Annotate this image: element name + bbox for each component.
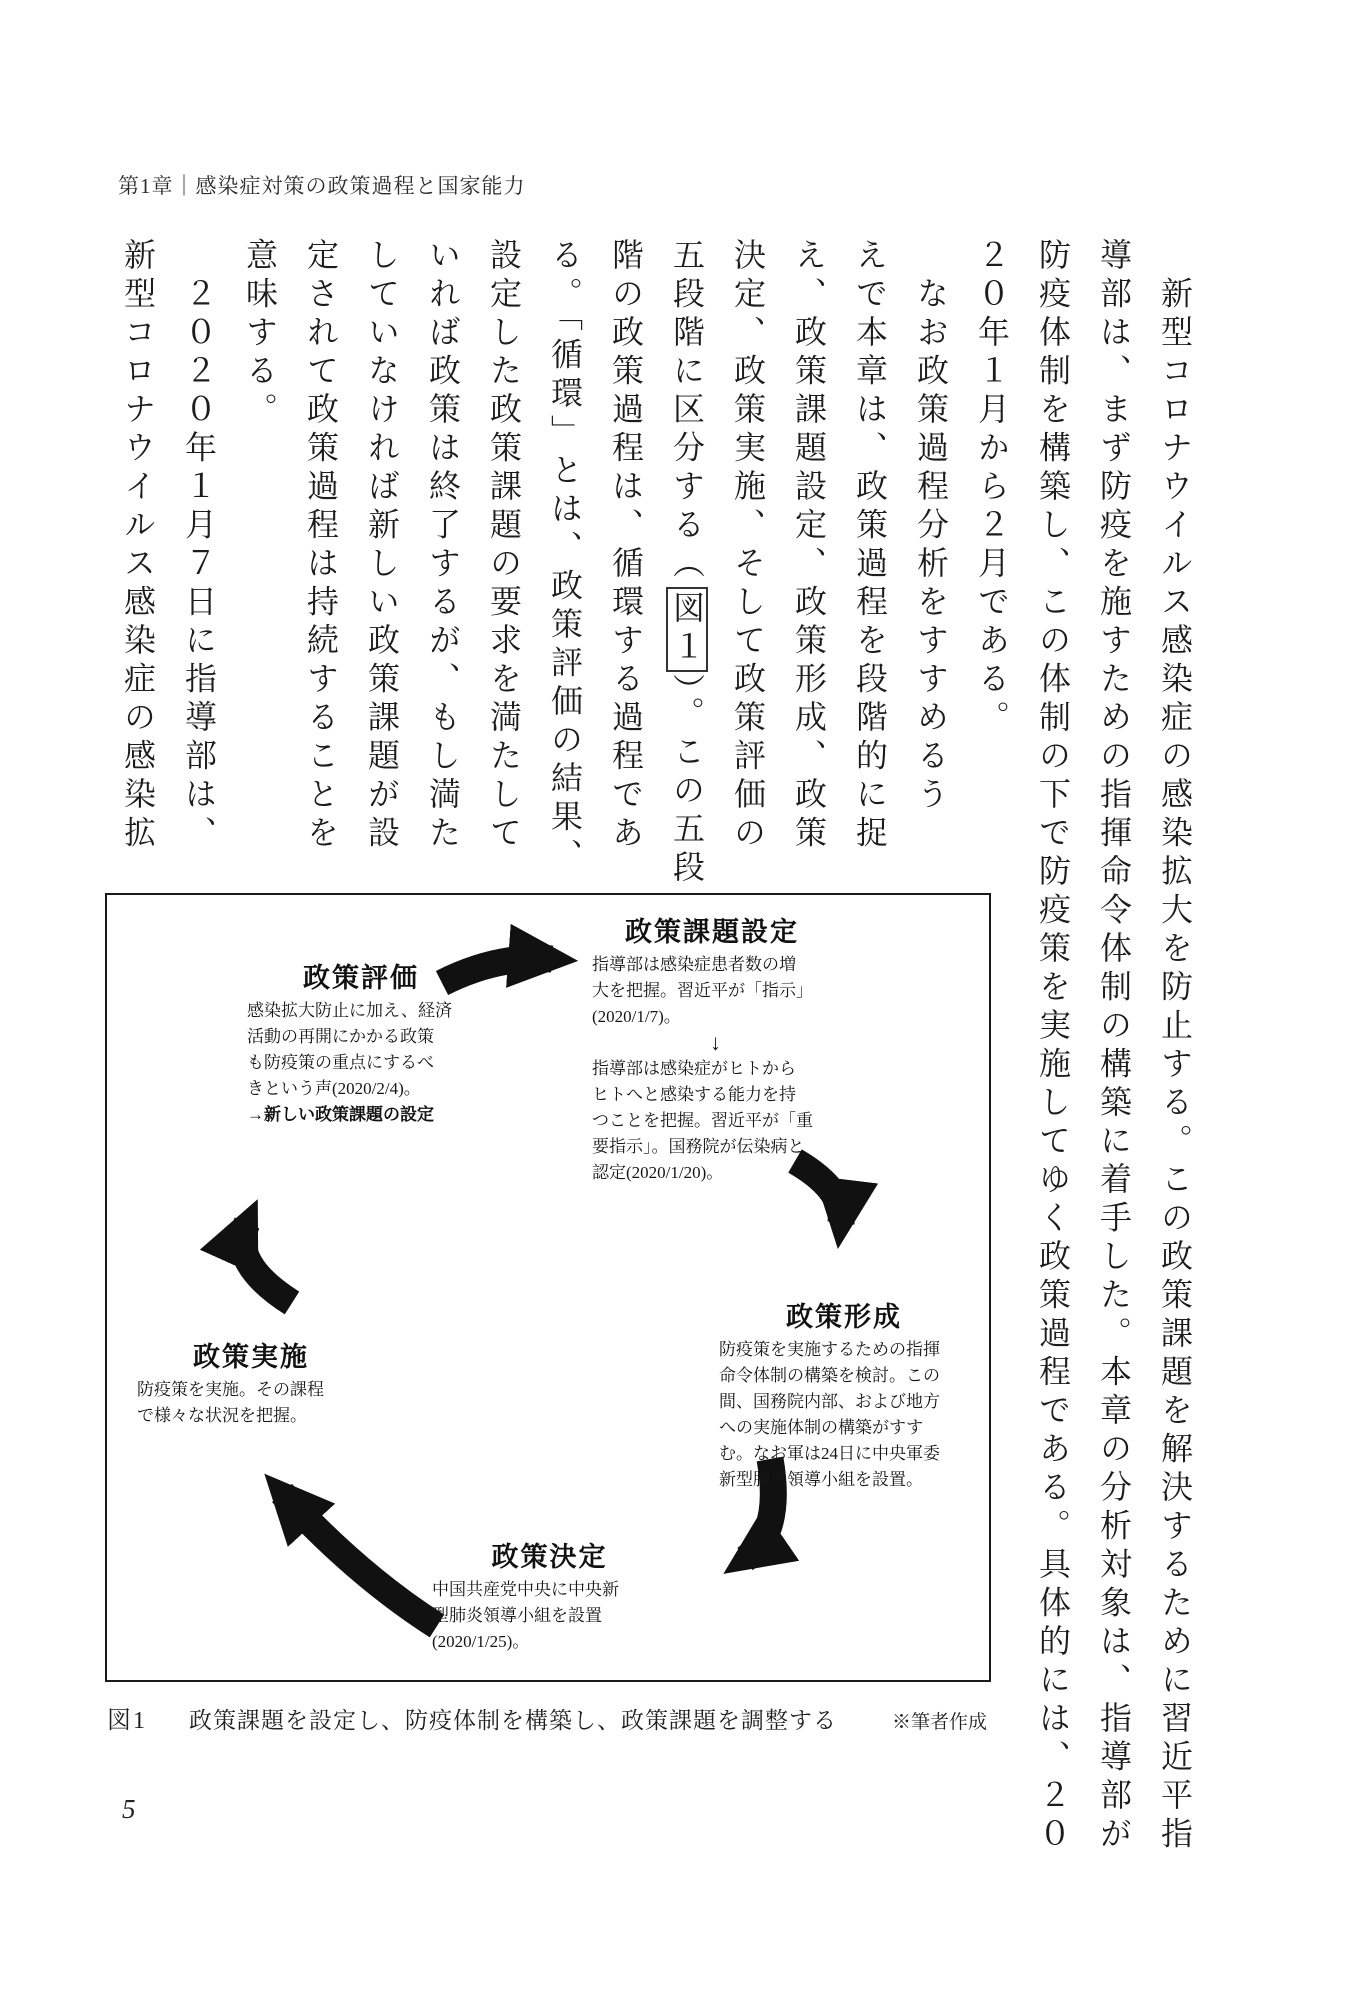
text-column: 新型コロナウイルス感染症の感染拡 <box>120 238 156 854</box>
body-text-right-block <box>961 238 1205 1888</box>
cycle-node-implementation <box>137 1340 365 1429</box>
text-column: いれば政策は終了するが、もし満た <box>425 238 461 854</box>
figure-caption-credit: ※筆者作成 <box>891 1712 987 1733</box>
desc-line: 中国共産党中央に中央新 <box>432 1580 619 1599</box>
text-column: 決定、政策実施、そして政策評価の <box>730 238 766 854</box>
node-title-implementation: 政策実施 <box>193 1342 309 1372</box>
text-column: 導部は、まず防疫を施すための指揮命令体制の構築に着手した。本章の分析対象は、指導部が <box>1096 238 1132 1855</box>
desc-line: ヒトへと感染する能力を持 <box>592 1085 796 1104</box>
desc-line: (2020/1/7)。 <box>592 1007 681 1026</box>
desc-line: 要指示」。国務院が伝染病と <box>592 1137 805 1156</box>
node-desc-decision <box>432 1577 667 1655</box>
node-title-decision: 政策決定 <box>491 1542 608 1572</box>
desc-line: も防疫策の重点にするべ <box>247 1053 434 1072</box>
arrow-implementation-to-evaluation <box>243 1223 292 1303</box>
desc-line: で様々な状況を把握。 <box>137 1406 307 1425</box>
desc-line: 命令体制の構築を検討。この <box>719 1366 940 1385</box>
text-column: 意味する。 <box>242 238 278 431</box>
desc-line: 指導部は感染症がヒトから <box>592 1059 796 1078</box>
node-desc-agenda-1 <box>592 952 832 1030</box>
text-column: る。「循環」とは、政策評価の結果、 <box>547 238 583 877</box>
down-arrow-icon: ↓ <box>710 1030 721 1055</box>
cycle-node-formation <box>719 1300 969 1493</box>
cycle-node-decision <box>432 1540 667 1655</box>
body-text-left-block <box>107 238 961 918</box>
text-column: えで本章は、政策過程を段階的に捉 <box>852 238 888 854</box>
desc-line: 防疫策を実施するための指揮 <box>719 1340 940 1359</box>
node-desc-agenda-2 <box>592 1056 832 1186</box>
node-desc-formation <box>719 1337 969 1493</box>
desc-line: きという声(2020/2/4)。 <box>247 1079 421 1098</box>
node-desc-evaluation-bold: →新しい政策課題の設定 <box>247 1105 434 1124</box>
desc-line: 間、国務院内部、および地方 <box>719 1392 940 1411</box>
desc-line: 認定(2020/1/20)。 <box>592 1163 724 1182</box>
figure-box <box>105 893 991 1682</box>
desc-line: 指導部は感染症患者数の増 <box>592 955 796 974</box>
cycle-node-evaluation <box>247 961 475 1128</box>
node-desc-evaluation <box>247 998 475 1102</box>
text-column: なお政策過程分析をすすめるう <box>913 238 949 816</box>
text-column: ２０年１月から２月である。 <box>974 238 1010 739</box>
desc-line: 感染拡大防止に加え、経済 <box>247 1001 453 1020</box>
text-column: 定されて政策過程は持続することを <box>303 238 339 854</box>
figure-reference-box: 図１ <box>666 587 708 672</box>
figure-caption-label: 図1 <box>107 1708 147 1734</box>
desc-line: への実施体制の構築がすす <box>719 1418 924 1437</box>
text-column: 設定した政策課題の要求を満たして <box>486 238 522 854</box>
text-column: え、政策課題設定、政策形成、政策 <box>791 238 827 854</box>
text-column: していなければ新しい政策課題が設 <box>364 238 400 854</box>
desc-line: (2020/1/25)。 <box>432 1632 530 1651</box>
figure-caption <box>107 1700 987 1735</box>
cycle-node-agenda-setting <box>592 915 832 1186</box>
node-title-formation: 政策形成 <box>786 1302 902 1332</box>
figure-caption-text: 政策課題を設定し、防疫体制を構築し、政策課題を調整する <box>189 1708 837 1733</box>
page-number: 5 <box>122 1794 136 1824</box>
chapter-header: 第1章｜感染症対策の政策過程と国家能力 <box>118 174 526 198</box>
desc-line: 新型肺炎領導小組を設置。 <box>719 1470 923 1489</box>
node-title-agenda: 政策課題設定 <box>625 917 799 947</box>
text-column: 防疫体制を構築し、この体制の下で防疫策を実施してゆく政策過程である。具体的には、２０ <box>1035 238 1071 1855</box>
text-column: ２０２０年１月７日に指導部は、 <box>181 238 217 854</box>
desc-line: 型肺炎領導小組を設置 <box>432 1606 602 1625</box>
desc-line: 大を把握。習近平が「指示」 <box>592 981 813 1000</box>
node-desc-implementation <box>137 1377 365 1429</box>
text-column: 五段階に区分する（図１）。この五段 <box>656 238 717 918</box>
node-title-evaluation: 政策評価 <box>303 963 419 993</box>
desc-line: 活動の再開にかかる政策 <box>247 1027 434 1046</box>
desc-line: 防疫策を実施。その課程 <box>137 1380 324 1399</box>
arrow-decision-to-implementation <box>282 1493 437 1626</box>
desc-line: む。なお軍は24日に中央軍委 <box>719 1444 940 1463</box>
text-column: 新型コロナウイルス感染症の感染拡大を防止する。この政策課題を解決するために習近平指 <box>1157 238 1193 1855</box>
desc-line: つことを把握。習近平が「重 <box>592 1111 813 1130</box>
text-column: 階の政策過程は、循環する過程であ <box>608 238 644 854</box>
